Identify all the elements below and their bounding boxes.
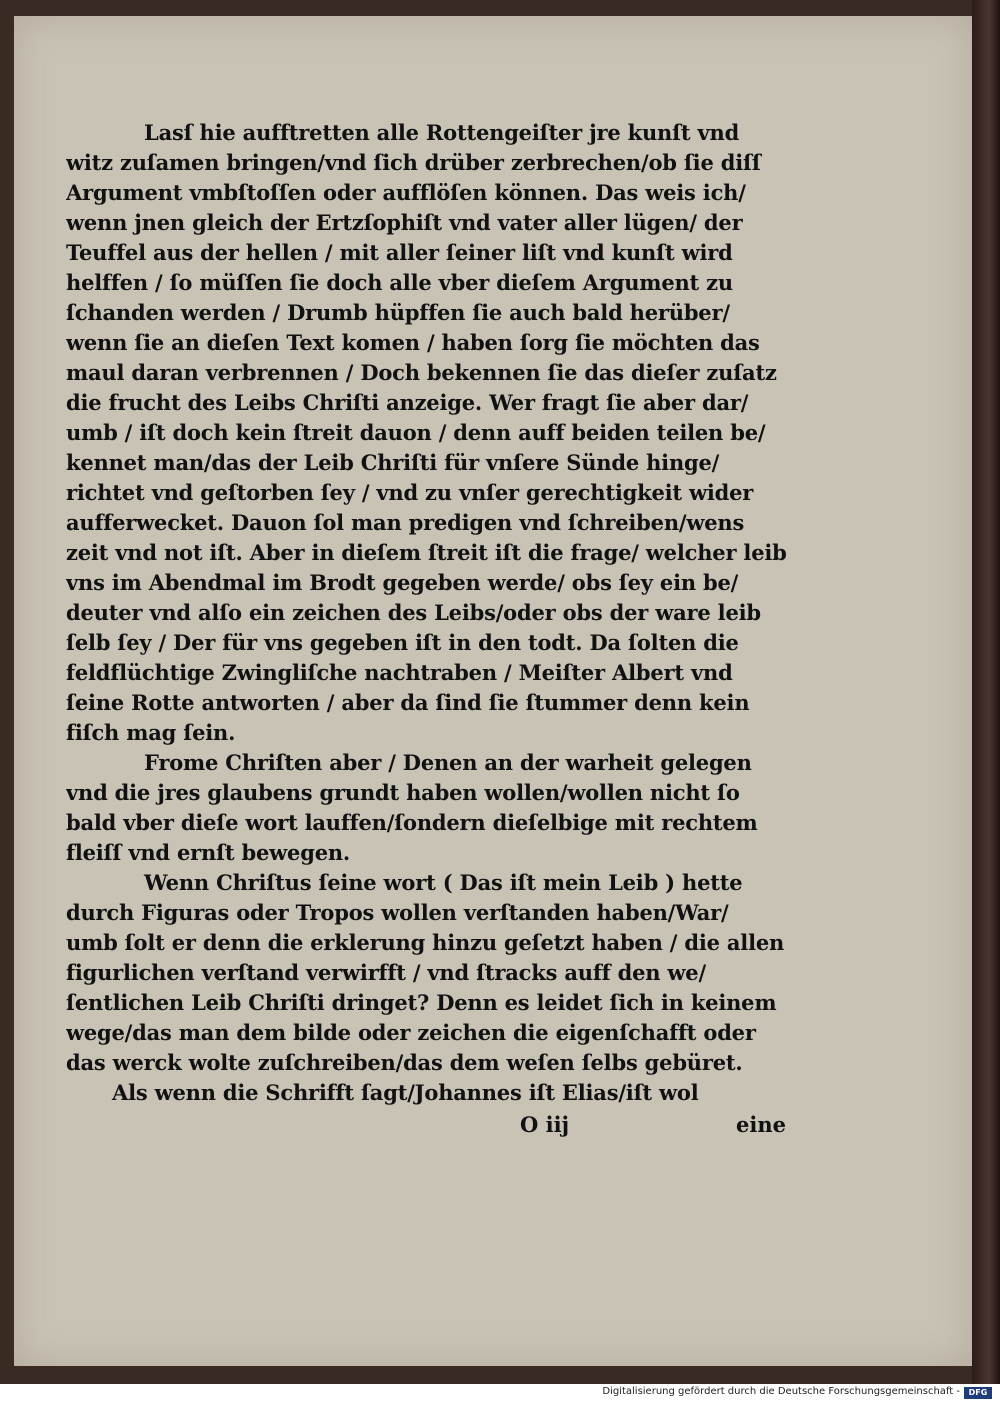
text-line: wege/das man dem bilde oder zeichen die eigenſchafft oder xyxy=(66,1020,756,1045)
text-line: wenn ſie an dieſen Text komen / haben ſorg ſie möchten das xyxy=(66,330,760,355)
text-line: aufferwecket. Dauon ſol man predigen vnd ſchreiben/wens xyxy=(66,510,745,535)
text-line: figurlichen verſtand verwirfft / vnd ſtracks auff den we/ xyxy=(66,960,706,985)
text-line: Frome Chriſten aber / Denen an der warheit gelegen xyxy=(144,750,752,775)
page-signature-row xyxy=(0,1112,1000,1142)
text-line: fleiſſ vnd ernſt bewegen. xyxy=(66,840,351,865)
signature-mark: O iij xyxy=(520,1112,570,1137)
text-line: Teuffel aus der hellen / mit aller ſeiner liſt vnd kunſt wird xyxy=(66,240,733,265)
text-line: Argument vmbſtoſſen oder aufflöſen können. Das weis ich/ xyxy=(66,180,746,205)
text-line: fiſch mag ſein. xyxy=(66,720,236,745)
text-line: feldflüchtige Zwingliſche nachtraben / Meiſter Albert vnd xyxy=(66,660,733,685)
text-line: ſchanden werden / Drumb hüpffen ſie auch bald herüber/ xyxy=(66,300,730,325)
text-line: bald vber dieſe wort lauffen/ſondern dieſelbige mit rechtem xyxy=(66,810,758,835)
text-line: vnd die jres glaubens grundt haben wollen/wollen nicht ſo xyxy=(66,780,740,805)
text-line: ſentlichen Leib Chriſti dringet? Denn es leidet ſich in keinem xyxy=(66,990,777,1015)
text-line: umb / iſt doch kein ſtreit dauon / denn auff beiden teilen be/ xyxy=(66,420,766,445)
footer-bar xyxy=(0,1384,1000,1403)
dfg-logo-icon: DFG xyxy=(964,1387,992,1399)
catchword: eine xyxy=(736,1112,786,1137)
text-line: maul daran verbrennen / Doch bekennen ſie das dieſer zuſatz xyxy=(66,360,777,385)
text-line: helffen / ſo müſſen ſie doch alle vber dieſem Argument zu xyxy=(66,270,733,295)
text-line: wenn jnen gleich der Ertzſophiſt vnd vater aller lügen/ der xyxy=(66,210,743,235)
text-line: Als wenn die Schrifft ſagt/Johannes iſt Elias/iſt wol xyxy=(112,1080,699,1105)
text-line: durch Figuras oder Tropos wollen verſtanden haben/War/ xyxy=(66,900,729,925)
text-line: kennet man/das der Leib Chriſti für vnſere Sünde hinge/ xyxy=(66,450,720,475)
text-line: die frucht des Leibs Chriſti anzeige. Wer fragt ſie aber dar/ xyxy=(66,390,749,415)
text-line: umb ſolt er denn die erklerung hinzu geſetzt haben / die allen xyxy=(66,930,785,955)
text-line: Wenn Chriſtus ſeine wort ( Das iſt mein Leib ) hette xyxy=(144,870,743,895)
text-line: deuter vnd alſo ein zeichen des Leibs/oder obs der ware leib xyxy=(66,600,761,625)
text-line: richtet vnd geſtorben ſey / vnd zu vnſer gerechtigkeit wider xyxy=(66,480,754,505)
page-text xyxy=(66,118,794,1108)
text-line: witz zuſamen bringen/vnd ſich drüber zerbrechen/ob ſie diſſ xyxy=(66,150,761,175)
footer-credit: Digitalisierung gefördert durch die Deutsche Forschungsgemeinschaft - xyxy=(602,1386,960,1397)
text-line: das werck wolte zuſchreiben/das dem weſen ſelbs gebüret. xyxy=(66,1050,743,1075)
book-edge xyxy=(972,0,1000,1384)
text-line: zeit vnd not iſt. Aber in dieſem ſtreit iſt die frage/ welcher leib xyxy=(66,540,787,565)
text-line: Lasſ hie aufftretten alle Rottengeiſter jre kunſt vnd xyxy=(144,120,740,145)
text-line: vns im Abendmal im Brodt gegeben werde/ obs ſey ein be/ xyxy=(66,570,739,595)
text-line: ſelb ſey / Der für vns gegeben iſt in den todt. Da ſolten die xyxy=(66,630,739,655)
text-line: ſeine Rotte antworten / aber da ſind ſie ſtummer denn kein xyxy=(66,690,750,715)
